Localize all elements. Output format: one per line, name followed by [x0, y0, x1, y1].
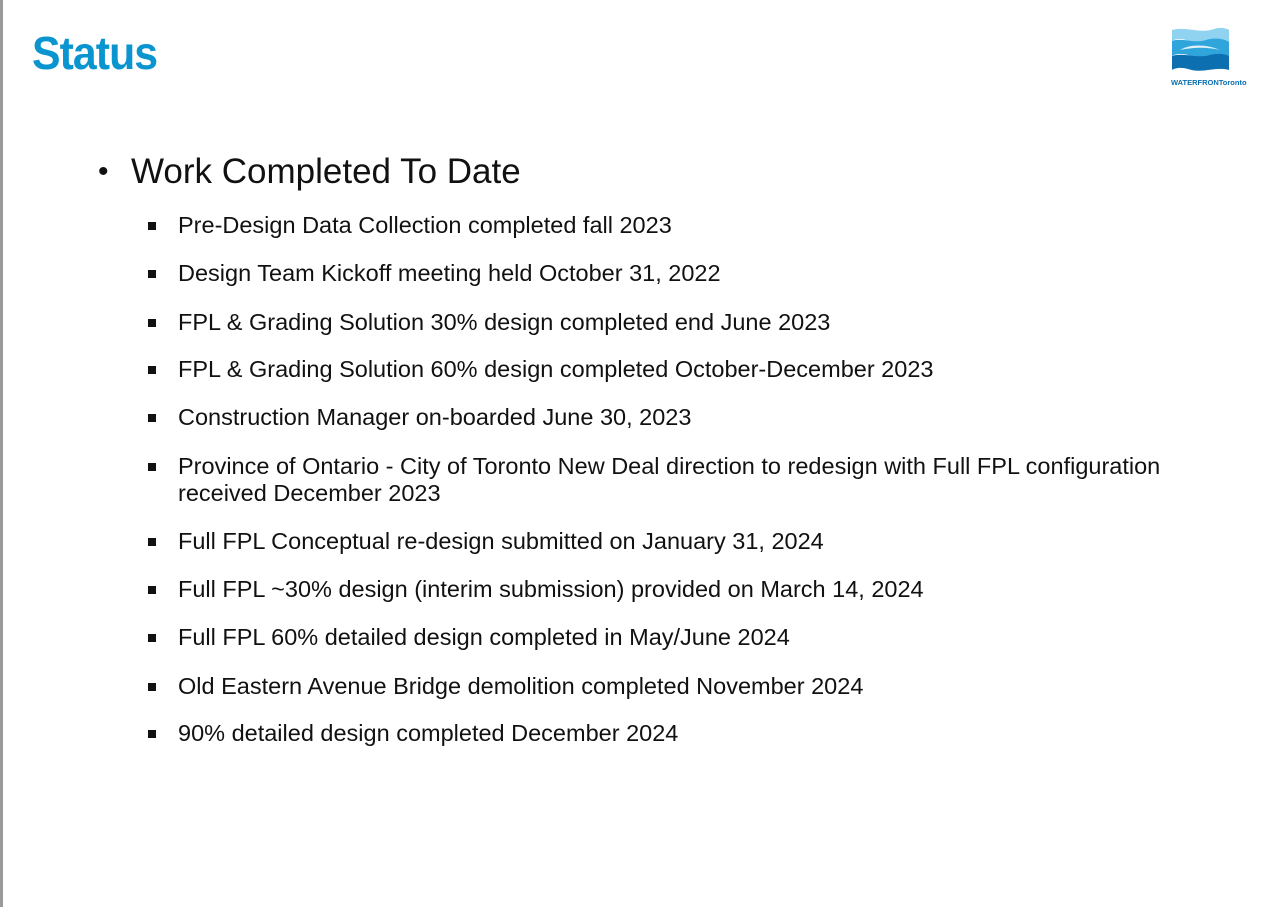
square-bullet-icon: [148, 414, 156, 422]
square-bullet-icon: [148, 683, 156, 691]
square-bullet-icon: [148, 319, 156, 327]
square-bullet-icon: [148, 634, 156, 642]
list-item-text: Pre-Design Data Collection completed fall 2023: [178, 212, 672, 238]
list-item-text: Province of Ontario - City of Toronto New Deal direction to redesign with Full FPL configuration received December 2023: [178, 453, 1161, 506]
bullet-dot-icon: •: [98, 155, 109, 188]
left-edge-rule: [0, 0, 3, 907]
list-item-text: FPL & Grading Solution 60% design completed October-December 2023: [178, 356, 934, 382]
list-item-text: Full FPL ~30% design (interim submission) provided on March 14, 2024: [178, 576, 924, 602]
square-bullet-icon: [148, 222, 156, 230]
logo-wordmark: WATERFRONToronto: [1171, 78, 1247, 87]
square-bullet-icon: [148, 730, 156, 738]
main-bullet: [98, 150, 1198, 194]
square-bullet-icon: [148, 270, 156, 278]
list-item-text: FPL & Grading Solution 30% design completed end June 2023: [178, 309, 831, 335]
square-bullet-icon: [148, 586, 156, 594]
square-bullet-icon: [148, 366, 156, 374]
square-bullet-icon: [148, 463, 156, 471]
list-item-text: Construction Manager on-boarded June 30, 2023: [178, 404, 692, 430]
slide-title: Status: [32, 27, 158, 79]
list-item-text: Full FPL Conceptual re-design submitted on January 31, 2024: [178, 528, 824, 554]
wave-logo-icon: [1170, 26, 1230, 76]
list-item-text: Old Eastern Avenue Bridge demolition completed November 2024: [178, 673, 864, 699]
list-item-text: Full FPL 60% detailed design completed in May/June 2024: [178, 624, 790, 650]
list-item-text: 90% detailed design completed December 2024: [178, 720, 679, 746]
list-item-text: Design Team Kickoff meeting held October 31, 2022: [178, 260, 721, 286]
square-bullet-icon: [148, 538, 156, 546]
waterfront-toronto-logo: [1168, 24, 1264, 90]
main-bullet-text: Work Completed To Date: [131, 152, 521, 191]
